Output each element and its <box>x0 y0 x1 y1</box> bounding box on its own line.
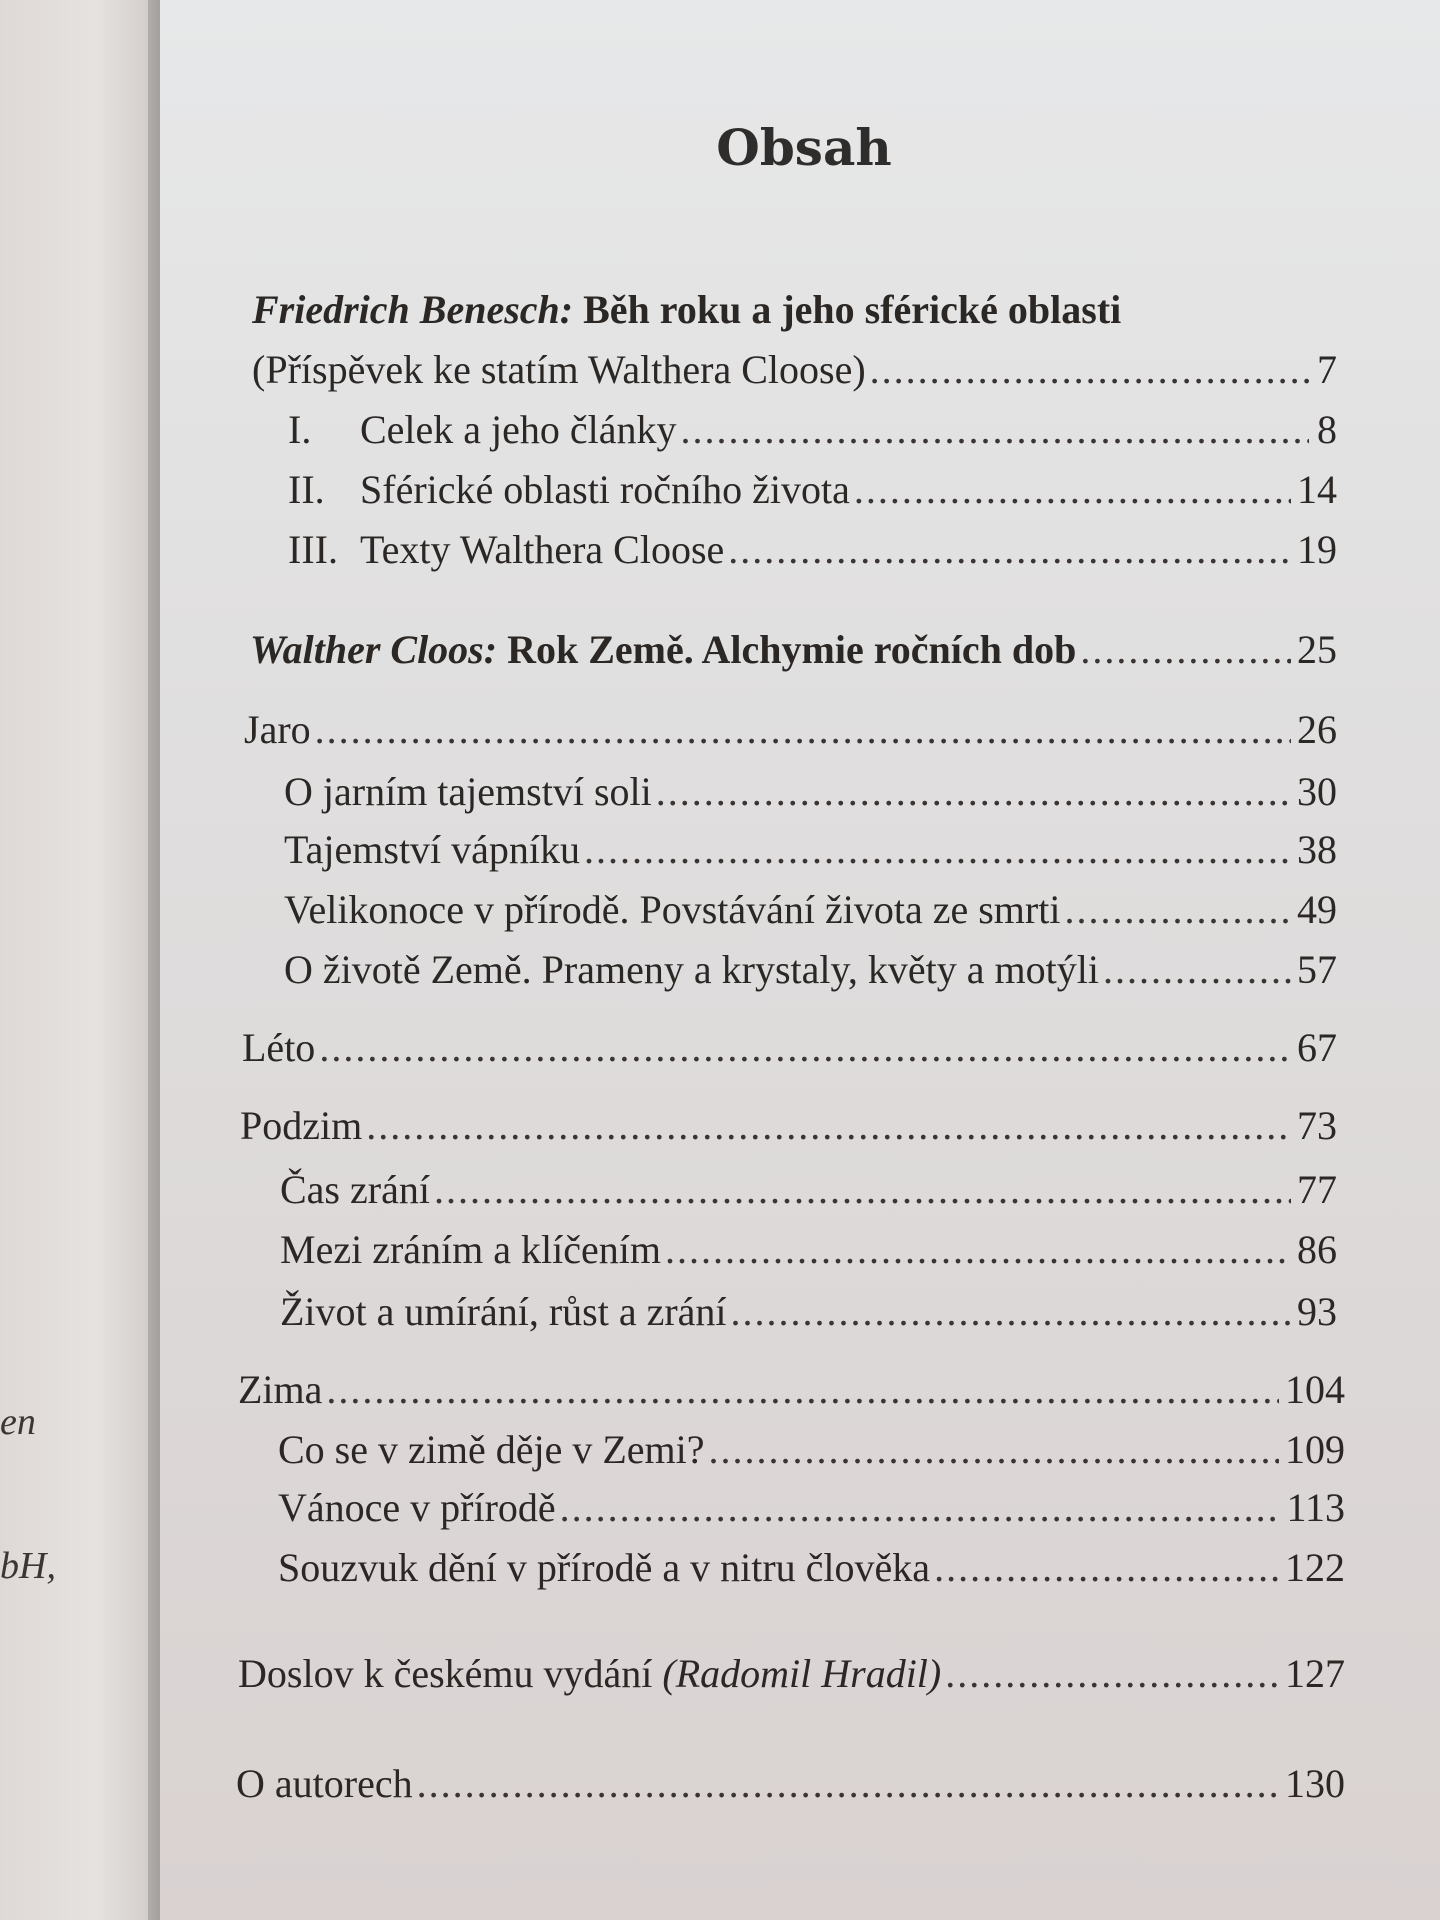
toc-entry-chapter-1 <box>288 406 1337 454</box>
toc-entry-title: Velikonoce v přírodě. Povstávání života ze smrti <box>284 887 1061 932</box>
dot-leader <box>1080 626 1291 674</box>
dot-leader <box>945 1650 1279 1698</box>
page-title: Obsah <box>716 118 892 177</box>
toc-entry-chapter-3 <box>288 526 1337 574</box>
dot-leader <box>870 346 1309 394</box>
toc-entry-title: Podzim <box>240 1103 363 1148</box>
toc-entry-title: O životě Země. Prameny a krystaly, květy a motýli <box>284 947 1099 992</box>
toc-entry-zima <box>238 1366 1345 1414</box>
toc-page-number: 109 <box>1285 1427 1345 1472</box>
toc-page-number: 19 <box>1297 527 1337 572</box>
toc-entry-podzim-1 <box>280 1166 1337 1214</box>
toc-page-number: 57 <box>1297 947 1337 992</box>
dot-leader <box>709 1426 1279 1474</box>
author-name: Walther Cloos: <box>250 627 498 672</box>
dot-leader <box>366 1102 1291 1150</box>
toc-page-number: 122 <box>1285 1545 1345 1590</box>
toc-page-number: 130 <box>1285 1761 1345 1806</box>
toc-entry-podzim-2 <box>280 1226 1337 1274</box>
toc-page-number: 113 <box>1286 1485 1345 1530</box>
dot-leader <box>560 1484 1281 1532</box>
dot-leader <box>731 1288 1291 1336</box>
toc-page-number: 67 <box>1297 1025 1337 1070</box>
toc-entry-title: O autorech <box>236 1761 413 1806</box>
toc-page-number: 49 <box>1297 887 1337 932</box>
author-name: (Radomil Hradil) <box>662 1651 942 1696</box>
chapter-numeral: II. <box>288 467 325 512</box>
toc-page-number: 77 <box>1297 1167 1337 1212</box>
dot-leader <box>434 1166 1291 1214</box>
toc-entry-title: Doslov k českému vydání <box>238 1651 653 1696</box>
toc-entry-zima-3 <box>278 1544 1345 1592</box>
toc-entry-title: Mezi zráním a klíčením <box>280 1227 661 1272</box>
dot-leader <box>854 466 1291 514</box>
toc-entry-title: (Příspěvek ke statím Walthera Cloose) <box>252 347 866 392</box>
toc-entry-title: Jaro <box>244 707 311 752</box>
toc-entry-title: Celek a jeho články <box>360 407 677 452</box>
toc-page-number: 30 <box>1297 769 1337 814</box>
toc-entry-jaro-4 <box>284 946 1337 994</box>
dot-leader <box>665 1226 1291 1274</box>
dot-leader <box>934 1544 1279 1592</box>
toc-page-number: 8 <box>1317 407 1337 452</box>
toc-entry-leto <box>242 1024 1337 1072</box>
toc-entry-podzim <box>240 1102 1337 1150</box>
toc-entry-title: Sférické oblasti ročního života <box>360 467 850 512</box>
toc-page-number: 26 <box>1297 707 1337 752</box>
toc-entry-title: Co se v zimě děje v Zemi? <box>278 1427 705 1472</box>
toc-entry-title: Léto <box>242 1025 316 1070</box>
toc-entry-doslov <box>238 1650 1345 1698</box>
dot-leader <box>1064 886 1291 934</box>
dot-leader <box>315 706 1291 754</box>
dot-leader <box>326 1366 1279 1414</box>
toc-entry-chapter-2 <box>288 466 1337 514</box>
toc-page-number: 25 <box>1297 627 1337 672</box>
left-page-text-fragment: en <box>0 1401 36 1443</box>
toc-entry-jaro <box>244 706 1337 754</box>
toc-entry-zima-1 <box>278 1426 1345 1474</box>
toc-page-number: 127 <box>1285 1651 1345 1696</box>
toc-page-number: 73 <box>1297 1103 1337 1148</box>
dot-leader <box>319 1024 1291 1072</box>
toc-entry-podzim-3 <box>280 1288 1337 1336</box>
toc-page-number: 14 <box>1297 467 1337 512</box>
toc-entry-title: Život a umírání, růst a zrání <box>280 1289 727 1334</box>
toc-page-number: 104 <box>1285 1367 1345 1412</box>
toc-entry-title: Souzvuk dění v přírodě a v nitru člověka <box>278 1545 931 1590</box>
dot-leader <box>656 768 1291 816</box>
toc-entry-jaro-1 <box>284 768 1337 816</box>
section-heading-benesch <box>252 286 1121 334</box>
section-heading-cloos <box>250 626 1337 674</box>
toc-entry-title: Texty Walthera Cloose <box>360 527 725 572</box>
dot-leader <box>1103 946 1291 994</box>
chapter-numeral: I. <box>288 407 312 452</box>
toc-entry-zima-2 <box>278 1484 1345 1532</box>
section-title: Běh roku a jeho sférické oblasti <box>583 287 1122 332</box>
toc-entry-title: Čas zrání <box>280 1167 430 1212</box>
toc-entry-subtitle <box>252 346 1337 394</box>
left-page-text-fragment: bH, <box>0 1545 56 1587</box>
toc-entry-jaro-2 <box>284 826 1337 874</box>
toc-entry-title: Tajemství vápníku <box>284 827 581 872</box>
dot-leader <box>681 406 1309 454</box>
toc-page-number: 93 <box>1297 1289 1337 1334</box>
toc-page-number: 7 <box>1317 347 1337 392</box>
toc-entry-jaro-3 <box>284 886 1337 934</box>
dot-leader <box>417 1760 1279 1808</box>
toc-page-number: 86 <box>1297 1227 1337 1272</box>
toc-entry-title: O jarním tajemství soli <box>284 769 652 814</box>
dot-leader <box>584 826 1291 874</box>
dot-leader <box>728 526 1291 574</box>
toc-entry-title: Zima <box>238 1367 323 1412</box>
chapter-numeral: III. <box>288 527 338 572</box>
section-title: Rok Země. Alchymie ročních dob <box>507 627 1077 672</box>
toc-entry-autori <box>236 1760 1345 1808</box>
left-page-edge <box>0 0 160 1920</box>
author-name: Friedrich Benesch: <box>252 287 574 332</box>
toc-entry-title: Vánoce v přírodě <box>278 1485 556 1530</box>
toc-page-number: 38 <box>1297 827 1337 872</box>
